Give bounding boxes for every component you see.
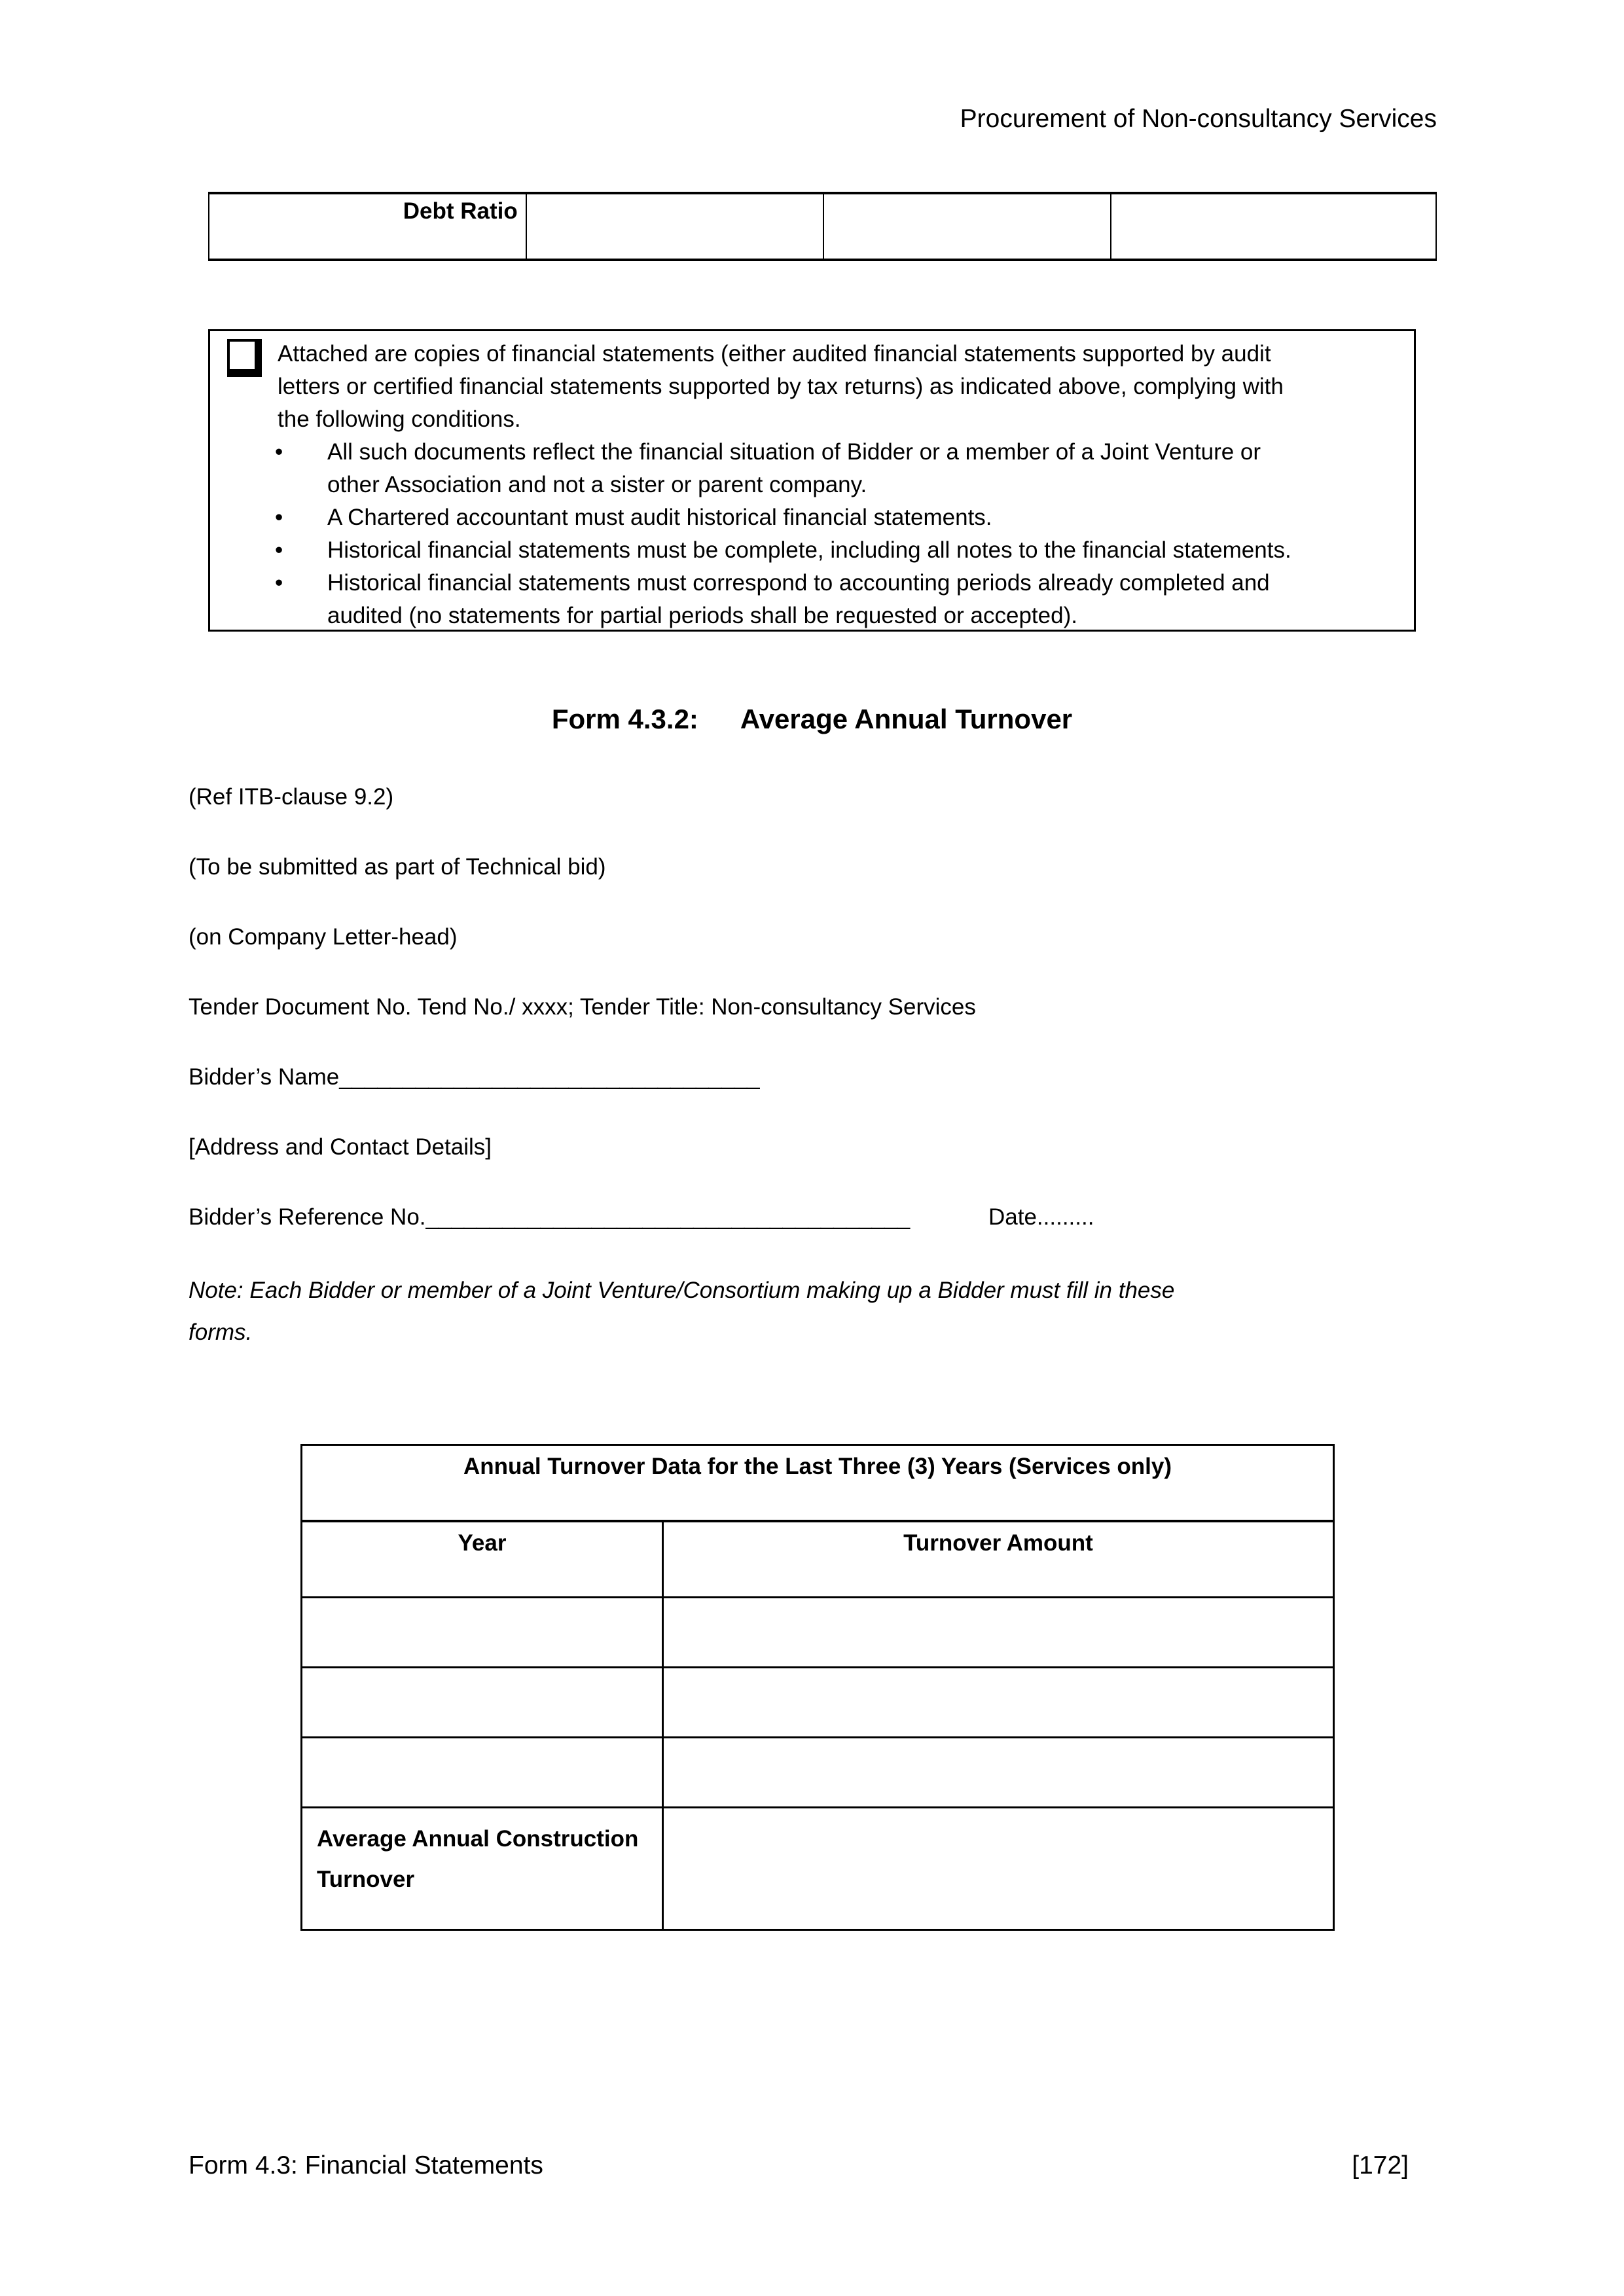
financial-statements-checklist-box [208, 329, 1416, 632]
bullet-icon: • [275, 439, 283, 465]
turnover-table-title-row [302, 1445, 1334, 1522]
turnover-table-empty-row [302, 1598, 1334, 1668]
submission-note-line: (To be submitted as part of Technical bid) [189, 854, 606, 880]
bidder-name-label: Bidder’s Name [189, 1064, 340, 1090]
debt-ratio-value-cell-3 [1111, 193, 1436, 260]
bullet-text-line: A Chartered accountant must audit historical financial statements. [327, 505, 992, 530]
tender-document-line: Tender Document No. Tend No./ xxxx; Tender Title: Non-consultancy Services [189, 994, 976, 1020]
bullet-text-line: other Association and not a sister or parent company. [327, 472, 867, 497]
debt-ratio-label-cell [209, 193, 526, 260]
average-annual-turnover-value-cell [662, 1808, 1333, 1930]
bidder-reference-line [189, 1201, 1437, 1234]
debt-ratio-value-cell-2 [823, 193, 1111, 260]
ref-clause-line: (Ref ITB-clause 9.2) [189, 784, 394, 810]
form-title-text: Average Annual Turnover [740, 704, 1073, 734]
footer-form-name: Form 4.3: Financial Statements [189, 2151, 543, 2179]
checklist-intro-line: the following conditions. [278, 406, 521, 432]
letterhead-note-line: (on Company Letter-head) [189, 924, 458, 950]
column-header-year: Year [302, 1521, 663, 1598]
average-annual-turnover-label: Average Annual Construction Turnover [302, 1808, 663, 1930]
jv-note [189, 1270, 1434, 1354]
turnover-amount-input-cell [662, 1738, 1333, 1808]
annual-turnover-table [300, 1444, 1335, 1931]
bidder-name-blank-field: _________________________________ [339, 1064, 760, 1090]
form-title-number: Form 4.3.2: [551, 704, 698, 734]
turnover-table-summary-row [302, 1808, 1334, 1930]
debt-ratio-label: Debt Ratio [403, 198, 518, 224]
checklist-bullet-item [275, 567, 1393, 632]
turnover-table-header-row [302, 1521, 1334, 1598]
debt-ratio-table [208, 192, 1437, 261]
debt-ratio-row [209, 193, 1436, 260]
bullet-text-line: audited (no statements for partial periods shall be requested or accepted). [327, 603, 1077, 628]
address-line: [Address and Contact Details] [189, 1134, 492, 1160]
column-header-turnover-amount: Turnover Amount [662, 1521, 1333, 1598]
bullet-icon: • [275, 505, 283, 530]
bullet-text-line: Historical financial statements must correspond to accounting periods already completed and [327, 570, 1270, 596]
bullet-icon: • [275, 570, 283, 596]
jv-note-line: forms. [189, 1319, 253, 1345]
bidder-name-line [189, 1061, 1437, 1094]
checklist-bullet-item [275, 436, 1393, 501]
date-field: Date......... [988, 1204, 1094, 1230]
checkbox-icon [227, 339, 262, 377]
bullet-text-line: Historical financial statements must be complete, including all notes to the financial statements. [327, 537, 1291, 563]
checklist-bullet-item [275, 534, 1393, 567]
turnover-table-title: Annual Turnover Data for the Last Three (3) Years (Services only) [302, 1445, 1334, 1522]
checklist-intro-line: letters or certified financial statements supported by tax returns) as indicated above, complying with [278, 374, 1284, 399]
year-input-cell [302, 1598, 663, 1668]
turnover-table-empty-row [302, 1668, 1334, 1738]
year-input-cell [302, 1668, 663, 1738]
bullet-text-line: All such documents reflect the financial situation of Bidder or a member of a Joint Venture or [327, 439, 1261, 465]
turnover-table-empty-row [302, 1738, 1334, 1808]
bullet-icon: • [275, 537, 283, 563]
checklist-intro-line: Attached are copies of financial statements (either audited financial statements supported by audit [278, 341, 1271, 367]
page-header: Procurement of Non-consultancy Services [960, 105, 1437, 133]
turnover-amount-input-cell [662, 1668, 1333, 1738]
year-input-cell [302, 1738, 663, 1808]
bidder-reference-label: Bidder’s Reference No. [189, 1204, 426, 1230]
jv-note-line: Note: Each Bidder or member of a Joint Venture/Consortium making up a Bidder must fill in these [189, 1278, 1175, 1303]
form-title [0, 704, 1624, 735]
bidder-reference-blank-field: ______________________________________ [425, 1204, 911, 1230]
checklist-bullet-item [275, 501, 1393, 534]
turnover-amount-input-cell [662, 1598, 1333, 1668]
debt-ratio-value-cell-1 [526, 193, 824, 260]
footer-page-number: [172] [1352, 2151, 1409, 2179]
